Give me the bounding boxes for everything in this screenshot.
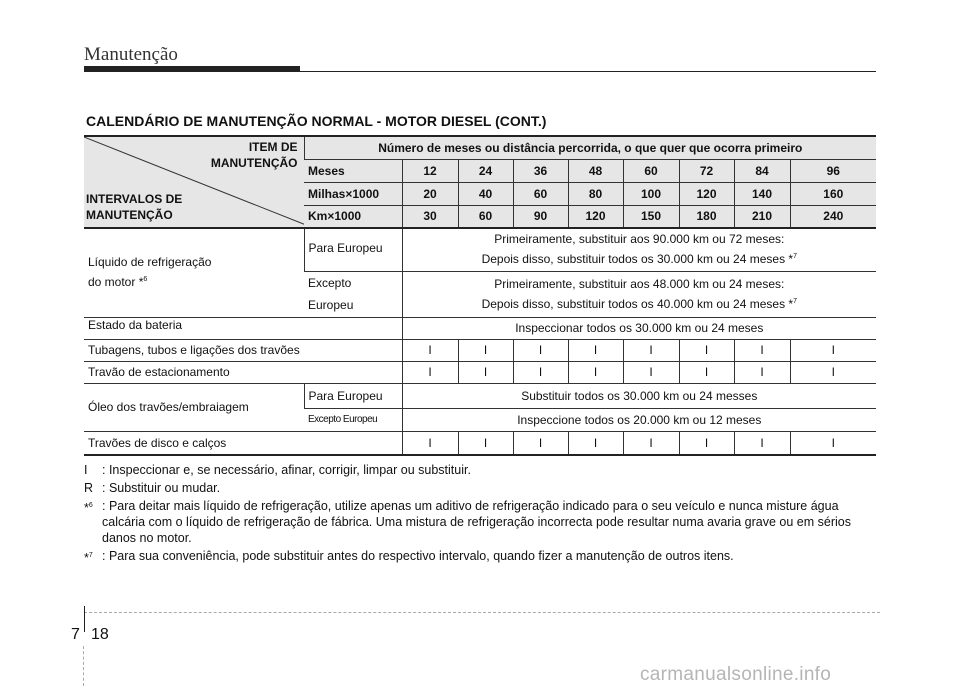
interval-value: 150 (623, 205, 679, 228)
interval-value: 72 (679, 159, 734, 182)
page-number-divider (84, 606, 85, 632)
battery-label: Estado da bateria (84, 317, 402, 339)
inspect-mark: I (458, 431, 513, 455)
interval-value: 160 (790, 182, 876, 205)
inspect-mark: I (623, 431, 679, 455)
interval-value: 30 (402, 205, 458, 228)
coolant-except-label: Excepto Europeu (304, 271, 402, 317)
brake-fluid-except-text: Inspeccione todos os 20.000 km ou 12 meses (402, 408, 876, 431)
disc-brakes-label: Travões de disco e calços (84, 431, 402, 455)
inspect-mark: I (679, 431, 734, 455)
brake-fluid-label: Óleo dos travões/embraiagem (84, 383, 304, 431)
battery-text: Inspeccionar todos os 30.000 km ou 24 meses (402, 317, 876, 339)
section-title: CALENDÁRIO DE MANUTENÇÃO NORMAL - MOTOR DIESEL (CONT.) (86, 113, 547, 129)
inspect-mark: I (458, 339, 513, 361)
footnote-i: I : Inspeccionar e, se necessário, afinar, corrigir, limpar ou substituir. (84, 463, 471, 477)
inspect-mark: I (513, 339, 568, 361)
page-number: 18 (91, 626, 109, 643)
coolant-europe-label: Para Europeu (304, 228, 402, 271)
brake-lines-label: Tubagens, tubos e ligações dos travões (84, 339, 402, 361)
footnote-7: *$^7$ : Para sua conveniência, pode substituir antes do respectivo intervalo, quando fizer a manutenção de outros itens. (84, 549, 734, 566)
chapter-title: Manutenção (84, 44, 178, 65)
coolant-except-text: Primeiramente, substituir aos 48.000 km ou 24 meses: Depois disso, substituir todos os 40.000 km ou 24 meses *$^7$ (402, 271, 876, 317)
interval-span-header: Número de meses ou distância percorrida, o que quer que ocorra primeiro (304, 136, 876, 159)
inspect-mark: I (790, 339, 876, 361)
table-corner-header (84, 136, 304, 228)
interval-value: 120 (568, 205, 623, 228)
disc-brakes-row (84, 431, 876, 455)
brake-lines-row (84, 339, 876, 361)
interval-value: 60 (458, 205, 513, 228)
interval-row-label: Km×1000 (304, 205, 402, 228)
inspect-mark: I (734, 339, 790, 361)
interval-value: 90 (513, 205, 568, 228)
inspect-mark: I (513, 431, 568, 455)
inspect-mark: I (734, 431, 790, 455)
coolant-europe-text: Primeiramente, substituir aos 90.000 km ou 72 meses: Depois disso, substituir todos os 30.000 km ou 24 meses *$^7$ (402, 228, 876, 271)
interval-row-label: Milhas×1000 (304, 182, 402, 205)
interval-value: 60 (623, 159, 679, 182)
inspect-mark: I (679, 361, 734, 383)
inspect-mark: I (623, 339, 679, 361)
footnote-6: *$^6$ : Para deitar mais líquido de refrigeração, utilize apenas um aditivo de refrigeração indicado para o seu veículo e nunca misture água calcária com o líquido de refrigeração de fábrica. Uma mistura de refrigeração incorrecta pode resultar numa avaria grave ou em sérios danos no motor. (84, 499, 851, 545)
battery-row (84, 317, 876, 339)
maintenance-schedule-table (84, 135, 876, 456)
interval-value: 36 (513, 159, 568, 182)
header-rule (84, 71, 876, 72)
interval-value: 12 (402, 159, 458, 182)
trim-mark (83, 646, 85, 686)
interval-value: 210 (734, 205, 790, 228)
corner-item-label: ITEM DE MANUTENÇÃO (210, 140, 298, 170)
interval-value: 48 (568, 159, 623, 182)
inspect-mark: I (568, 339, 623, 361)
brake-fluid-except-label: Excepto Europeu (304, 408, 402, 431)
inspect-mark: I (679, 339, 734, 361)
interval-value: 120 (679, 182, 734, 205)
inspect-mark: I (734, 361, 790, 383)
inspect-mark: I (568, 431, 623, 455)
inspect-mark: I (790, 431, 876, 455)
interval-value: 240 (790, 205, 876, 228)
footnotes (84, 462, 880, 566)
watermark: carmanualsonline.info (640, 664, 832, 685)
inspect-mark: I (513, 361, 568, 383)
interval-row-label: Meses (304, 159, 402, 182)
interval-value: 40 (458, 182, 513, 205)
corner-intervals-label: INTERVALOS DE MANUTENÇÃO (86, 192, 183, 222)
brake-fluid-europe-row (84, 383, 876, 408)
coolant-europe-row (84, 228, 876, 271)
inspect-mark: I (623, 361, 679, 383)
interval-value: 180 (679, 205, 734, 228)
coolant-label: Líquido de refrigeração do motor *$^6$ (84, 228, 304, 317)
interval-value: 24 (458, 159, 513, 182)
page-section-number: 7 (71, 626, 80, 643)
inspect-mark: I (568, 361, 623, 383)
inspect-mark: I (402, 361, 458, 383)
interval-value: 96 (790, 159, 876, 182)
interval-value: 20 (402, 182, 458, 205)
inspect-mark: I (402, 339, 458, 361)
brake-fluid-europe-label: Para Europeu (304, 383, 402, 408)
inspect-mark: I (402, 431, 458, 455)
inspect-mark: I (790, 361, 876, 383)
brake-fluid-europe-text: Substituir todos os 30.000 km ou 24 messes (402, 383, 876, 408)
interval-value: 84 (734, 159, 790, 182)
inspect-mark: I (458, 361, 513, 383)
interval-value: 100 (623, 182, 679, 205)
parking-brake-label: Travão de estacionamento (84, 361, 402, 383)
parking-brake-row (84, 361, 876, 383)
interval-value: 80 (568, 182, 623, 205)
footnote-r: R : Substituir ou mudar. (84, 481, 221, 495)
footer-dashed-rule (84, 612, 880, 613)
interval-value: 60 (513, 182, 568, 205)
interval-value: 140 (734, 182, 790, 205)
